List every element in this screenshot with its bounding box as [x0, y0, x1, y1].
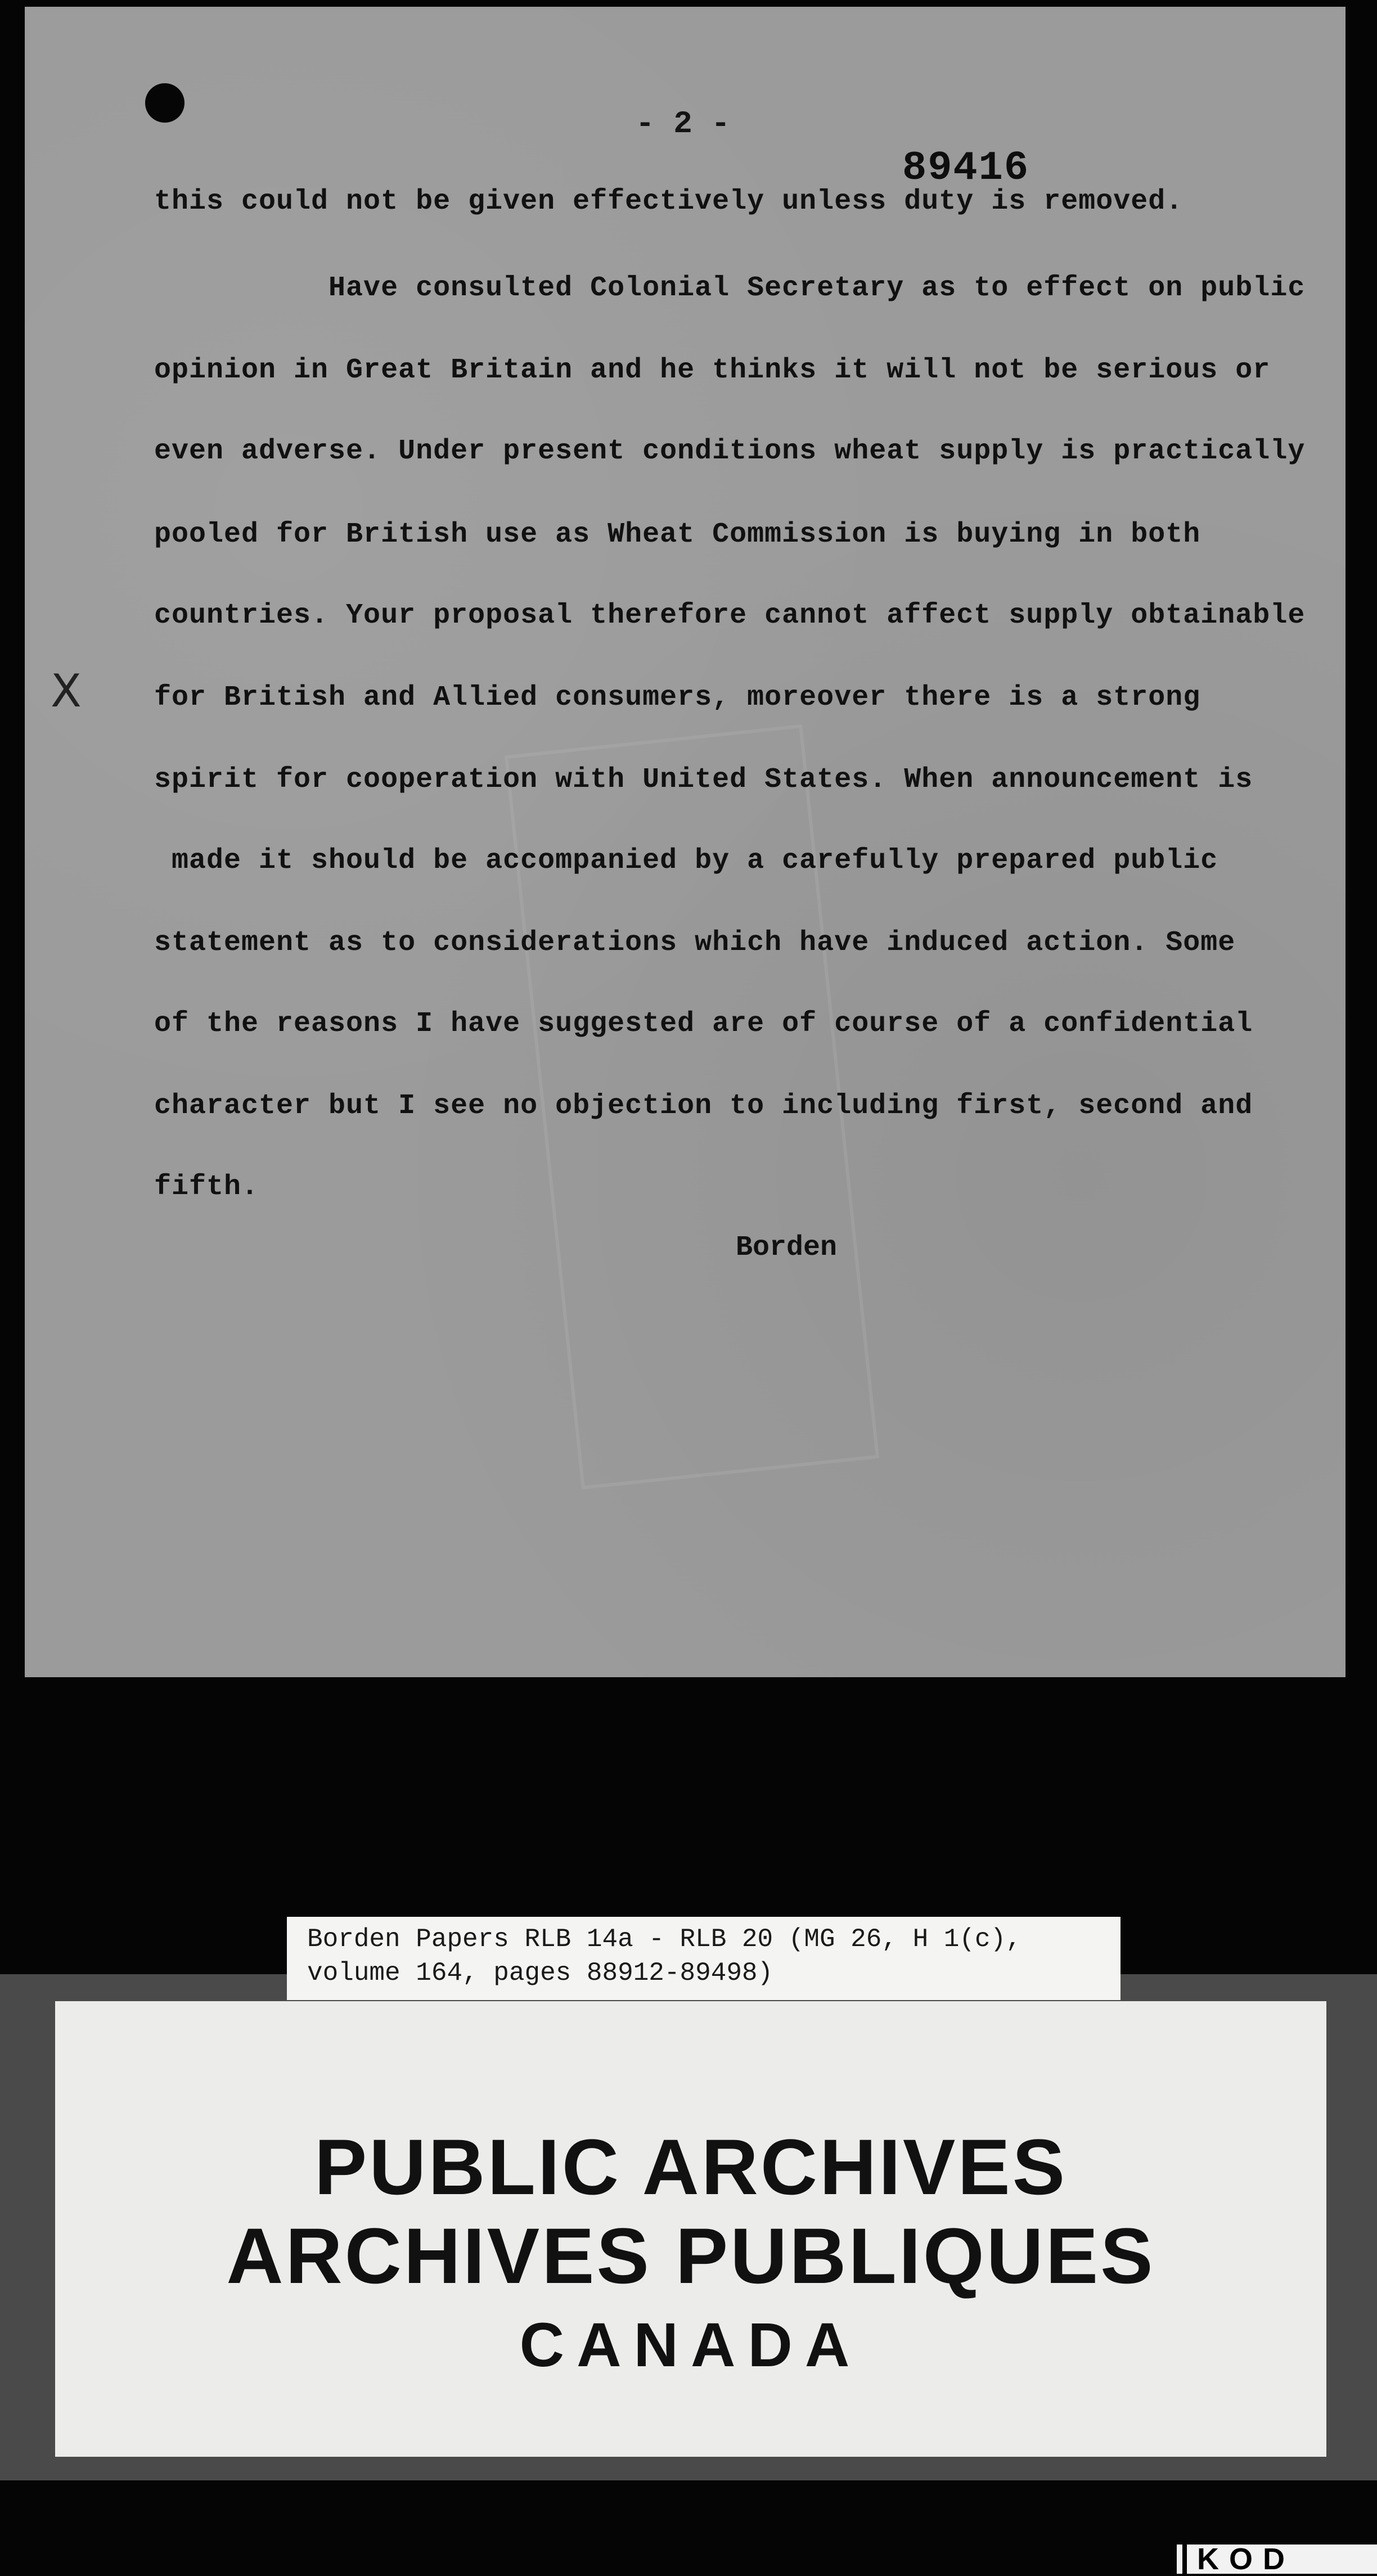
- film-letter: K: [1197, 2542, 1219, 2576]
- body-line: fifth.: [154, 1171, 259, 1203]
- body-line: Have consulted Colonial Secretary as to effect on public: [154, 272, 1306, 304]
- film-code-strip: [1177, 2542, 1377, 2576]
- body-line: countries. Your proposal therefore cannot affect supply obtainable: [154, 600, 1306, 632]
- body-line: spirit for cooperation with United States. When announcement is: [154, 764, 1253, 796]
- film-letter: D: [1263, 2542, 1285, 2576]
- body-line: even adverse. Under present conditions wheat supply is practically: [154, 435, 1306, 467]
- archives-card: [55, 2001, 1326, 2457]
- document-number: 89416: [902, 145, 1030, 191]
- archives-country: CANADA: [519, 2311, 862, 2380]
- citation-line: Borden Papers RLB 14a - RLB 20 (MG 26, H 1(c),: [307, 1925, 1022, 1954]
- body-line: character but I see no objection to including first, second and: [154, 1090, 1253, 1122]
- body-line: made it should be accompanied by a carefully prepared public: [154, 845, 1218, 877]
- body-line: this could not be given effectively unless duty is removed.: [154, 186, 1184, 218]
- film-letter: O: [1229, 2542, 1253, 2576]
- citation-line: volume 164, pages 88912-89498): [307, 1958, 773, 1988]
- punch-hole: [145, 83, 184, 123]
- signature: Borden: [736, 1232, 838, 1264]
- body-line: statement as to considerations which have induced action. Some: [154, 927, 1236, 959]
- citation-label: [287, 1917, 1120, 2000]
- body-line: of the reasons I have suggested are of course of a confidential: [154, 1008, 1253, 1040]
- body-line: pooled for British use as Wheat Commission is buying in both: [154, 519, 1201, 551]
- body-line: for British and Allied consumers, moreover there is a strong: [154, 682, 1201, 714]
- page-number: - 2 -: [635, 106, 731, 142]
- margin-mark: X: [51, 665, 82, 717]
- document-page: [25, 7, 1346, 1677]
- film-bar: [1182, 2545, 1187, 2574]
- archives-title-en: PUBLIC ARCHIVES: [314, 2123, 1068, 2211]
- archives-title-fr: ARCHIVES PUBLIQUES: [226, 2212, 1155, 2300]
- body-line: opinion in Great Britain and he thinks it will not be serious or: [154, 354, 1271, 386]
